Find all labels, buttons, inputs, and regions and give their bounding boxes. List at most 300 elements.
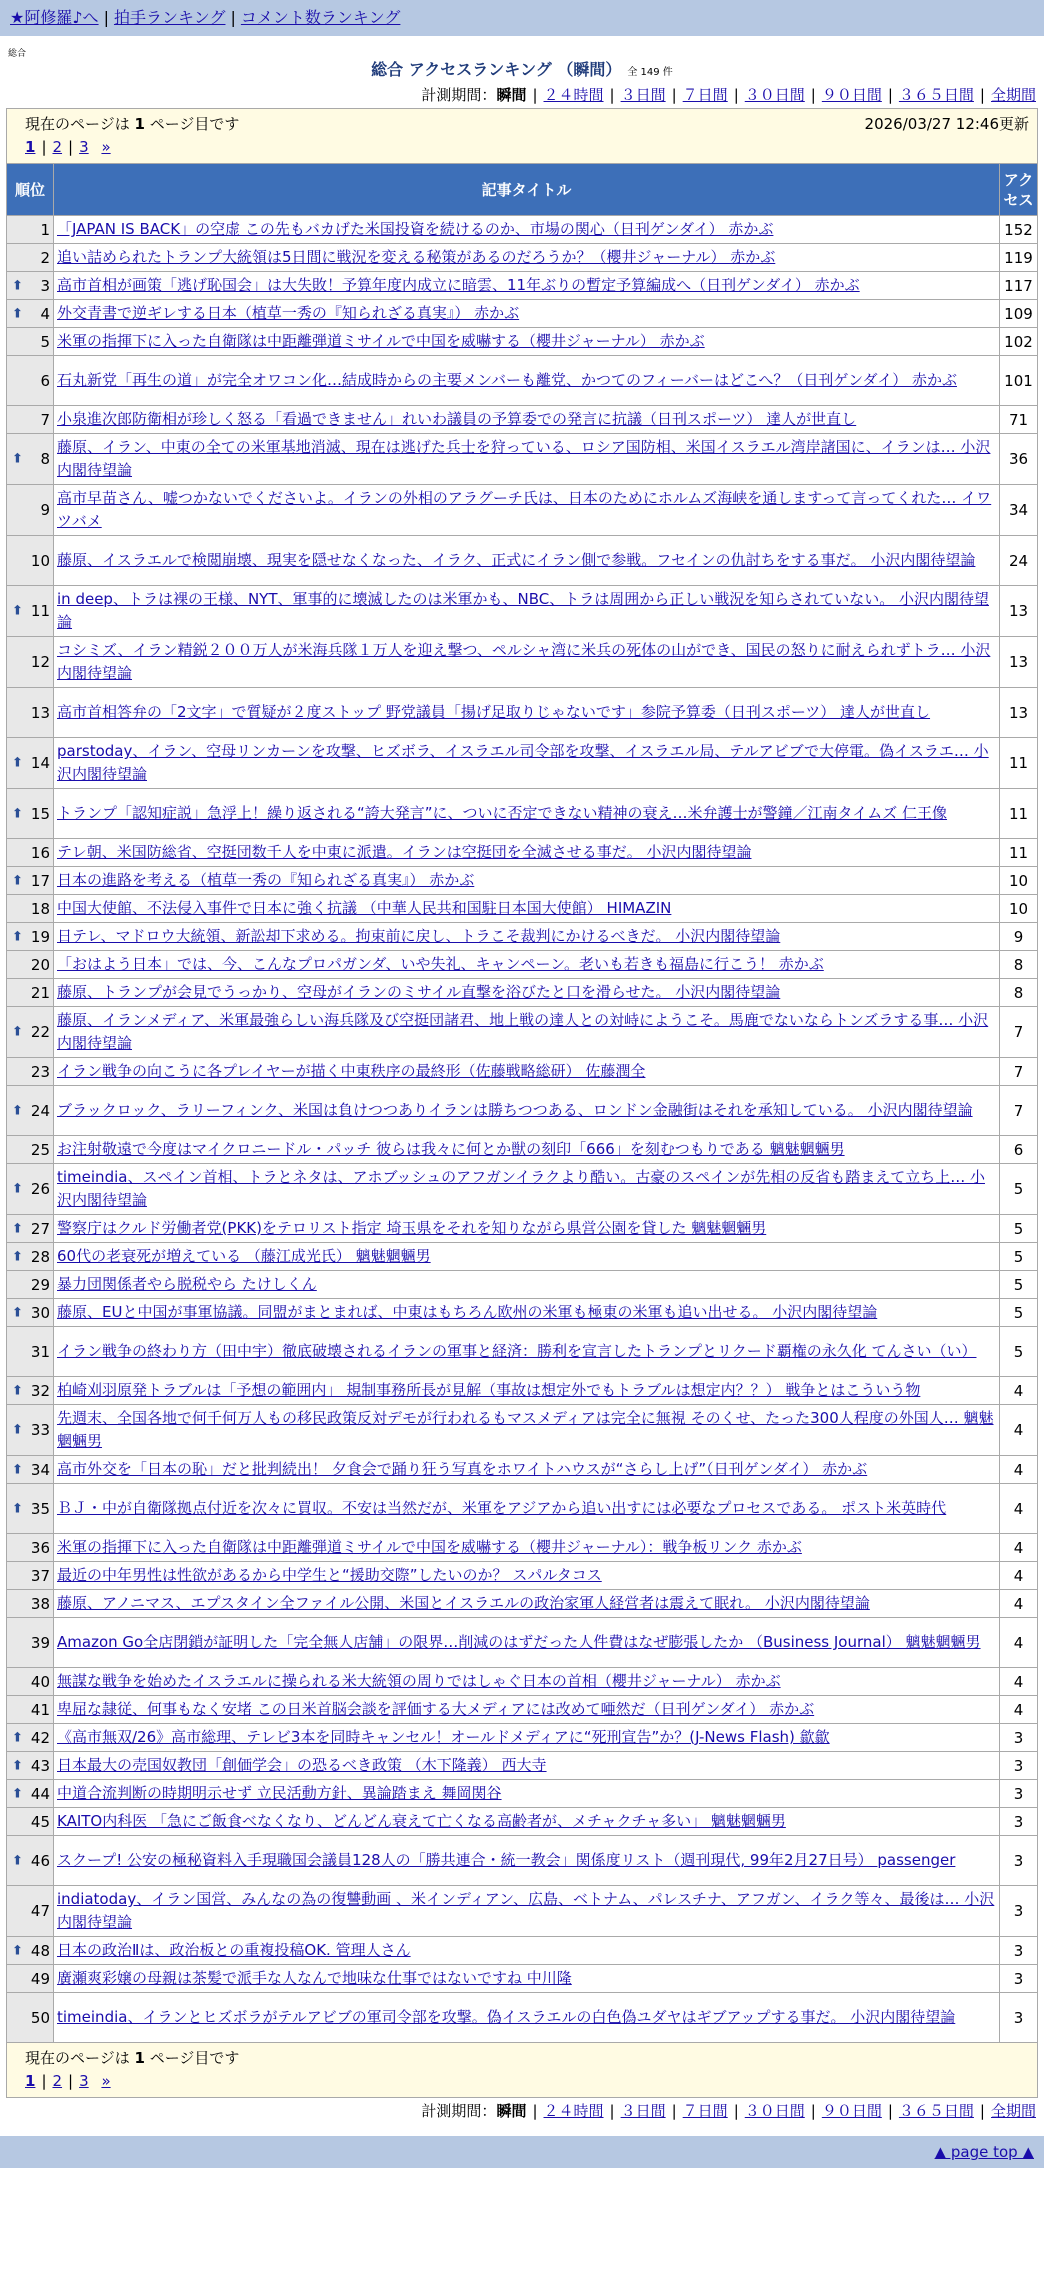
access-count: 5 (999, 1327, 1037, 1377)
rank-number: 14 (30, 754, 50, 772)
access-count: 152 (999, 216, 1037, 244)
rank-number: 47 (30, 1902, 50, 1920)
access-count: 11 (999, 738, 1037, 789)
title-cell (54, 1668, 1000, 1696)
article-link[interactable]: 藤原、イスラエルで検閲崩壊、現実を隠せなくなった、イラク、正式にイラン側で参戦。フセインの仇討ちをする事だ。 小沢内閣待望論 (57, 551, 976, 569)
title-cell (54, 1007, 1000, 1058)
period-link[interactable]: 全期間 (990, 2102, 1036, 2120)
separator: | (41, 2072, 47, 2090)
article-link[interactable]: ＢＪ・中が自衛隊拠点付近を次々に買収。不安は当然だが、米軍をアジアから追い出すには必要なプロセスである。 ポスト米英時代 (57, 1499, 947, 1517)
title-cell (54, 1937, 1000, 1965)
separator: | (103, 8, 109, 27)
rank-cell (7, 1836, 54, 1886)
article-link[interactable]: 「おはよう日本」では、今、こんなプロパガンダ、いや失礼、キャンペーン。老いも若きも福島に行こう！ 赤かぶ (57, 955, 824, 973)
rank-number: 34 (30, 1460, 50, 1479)
separator: | (68, 138, 74, 156)
title-cell (54, 1136, 1000, 1164)
title-cell (54, 1993, 1000, 2043)
access-count: 101 (999, 356, 1037, 406)
table-row (7, 1618, 1038, 1668)
title-cell (54, 1327, 1000, 1377)
table-row (7, 1243, 1038, 1271)
separator: | (532, 2102, 538, 2120)
rank-up-arrow-icon: ⬆ (12, 1103, 23, 1118)
rank-number: 4 (40, 304, 50, 323)
table-row (7, 1965, 1038, 1993)
title-cell (54, 1086, 1000, 1136)
article-link[interactable]: テレ朝、米国防総省、空挺団数千人を中東に派遣。イランは空挺団を全滅させる事だ。 小沢内閣待望論 (57, 843, 752, 861)
article-link[interactable]: 「JAPAN IS BACK」の空虚 この先もバカげた米国投資を続けるのか、市場の関心（日刊ゲンダイ） 赤かぶ (57, 220, 774, 238)
article-link[interactable]: 卑屈な隷従、何事もなく安堵 この日米首脳会談を評価する大メディアには改めて唖然だ（日刊ゲンダイ） 赤かぶ (57, 1700, 815, 1718)
period-link[interactable]: ７日間 (682, 86, 728, 104)
rank-column-header: 順位 (7, 164, 54, 216)
period-link[interactable]: ２４時間 (543, 86, 604, 104)
rank-up-arrow-icon: ⬆ (12, 1786, 23, 1801)
title-cell (54, 895, 1000, 923)
rank-number: 8 (40, 450, 50, 468)
access-count: 117 (999, 272, 1037, 300)
rank-number: 32 (30, 1381, 50, 1400)
access-count: 5 (999, 1299, 1037, 1327)
access-count: 11 (999, 789, 1037, 839)
title-cell (54, 688, 1000, 738)
title-cell (54, 979, 1000, 1007)
pager-link[interactable]: 2 (52, 2072, 63, 2090)
period-current: 瞬間 (496, 2102, 527, 2120)
title-cell (54, 356, 1000, 406)
period-link[interactable]: ３６５日間 (898, 86, 974, 104)
rank-up-arrow-icon: ⬆ (12, 1943, 23, 1958)
rank-cell (7, 1271, 54, 1299)
article-link[interactable]: コシミズ、イラン精鋭２００万人が米海兵隊１万人を迎え撃つ、ペルシャ湾に米兵の死体の山ができ、国民の怒りに耐えられずトラ… 小沢内閣待望論 (57, 641, 991, 682)
rank-number: 3 (40, 276, 50, 295)
rank-cell (7, 1562, 54, 1590)
ranking-table-wrapper (6, 108, 1038, 2098)
article-link[interactable]: 暴力団関係者やら脱税やら たけしくん (57, 1275, 317, 1293)
rank-cell (7, 328, 54, 356)
rank-cell (7, 1299, 54, 1327)
article-link[interactable]: 石丸新党「再生の道」が完全オワコン化…結成時からの主要メンバーも離党、かつてのフィーバーはどこへ？（日刊ゲンダイ） 赤かぶ (57, 371, 957, 389)
period-link[interactable]: ２４時間 (543, 2102, 604, 2120)
page-info-top (7, 109, 1038, 164)
access-count: 119 (999, 244, 1037, 272)
rank-cell (7, 586, 54, 637)
period-label: 計測期間： (421, 86, 497, 104)
access-count: 3 (999, 1808, 1037, 1836)
title-cell (54, 1215, 1000, 1243)
comment-ranking-link[interactable]: コメント数ランキング (240, 8, 401, 27)
pager-current[interactable]: 1 (25, 138, 36, 156)
rank-number: 15 (30, 804, 50, 823)
table-row (7, 979, 1038, 1007)
separator: | (671, 86, 677, 104)
rank-cell (7, 738, 54, 789)
article-link[interactable]: 中国大使館、不法侵入事件で日本に強く抗議 （中華人民共和国駐日本国大使館） HIMAZIN (57, 899, 672, 917)
access-count: 13 (999, 688, 1037, 738)
title-cell (54, 244, 1000, 272)
rank-cell (7, 300, 54, 328)
table-row (7, 923, 1038, 951)
title-cell (54, 1752, 1000, 1780)
category-label: 総合 (8, 49, 27, 59)
separator: | (887, 2102, 893, 2120)
rank-cell (7, 895, 54, 923)
table-row (7, 1484, 1038, 1534)
access-count: 4 (999, 1696, 1037, 1724)
access-count: 10 (999, 895, 1037, 923)
separator: | (887, 86, 893, 104)
rank-cell (7, 1965, 54, 1993)
rank-number: 37 (30, 1566, 50, 1585)
table-row (7, 1215, 1038, 1243)
rank-cell (7, 1993, 54, 2043)
table-row (7, 1299, 1038, 1327)
rank-number: 44 (30, 1784, 50, 1803)
article-link[interactable]: 藤原、イラン、中東の全ての米軍基地消滅、現在は逃げた兵士を狩っている、ロシア国防相、米国イスラエル湾岸諸国に、イランは… 小沢内閣待望論 (57, 438, 991, 479)
rank-up-arrow-icon: ⬆ (12, 1853, 23, 1868)
page-status: 現在のページは 1 ページ目です (25, 115, 240, 133)
rank-cell (7, 1456, 54, 1484)
rank-cell (7, 1590, 54, 1618)
table-row (7, 434, 1038, 485)
period-selector (0, 82, 1044, 108)
article-link[interactable]: 最近の中年男性は性欲があるから中学生と“援助交際”したいのか？ スパルタコス (57, 1566, 602, 1584)
clap-ranking-link[interactable]: 拍手ランキング (113, 8, 226, 27)
article-link[interactable]: 60代の老衰死が増えている （藤江成光氏） 魑魅魍魎男 (57, 1247, 431, 1265)
table-row (7, 300, 1038, 328)
article-link[interactable]: お注射敬遠で今度はマイクロニードル・パッチ 彼らは我々に何とか獣の刻印「666」を刻むつもりである 魑魅魍魎男 (57, 1140, 845, 1158)
table-row (7, 1456, 1038, 1484)
article-link[interactable]: 追い詰められたトランプ大統領は5日間に戦況を変える秘策があるのだろうか？（櫻井ジャーナル） 赤かぶ (57, 248, 776, 266)
access-count: 3 (999, 1993, 1037, 2043)
period-selector-bottom (0, 2098, 1044, 2124)
article-link[interactable]: イラン戦争の向こうに各プレイヤーが描く中東秩序の最終形（佐藤戦略総研） 佐藤潤全 (57, 1062, 646, 1080)
rank-cell (7, 1086, 54, 1136)
rank-number: 29 (30, 1275, 50, 1294)
table-row (7, 1327, 1038, 1377)
separator: | (230, 8, 236, 27)
pager-link[interactable]: 2 (52, 138, 63, 156)
article-link[interactable]: parstoday、イラン、空母リンカーンを攻撃、ヒズボラ、イスラエル司令部を攻撃、イスラエル局、テルアビブで大停電。偽イスラエ… 小沢内閣待望論 (57, 742, 989, 783)
table-row (7, 485, 1038, 536)
access-count: 3 (999, 1780, 1037, 1808)
article-link[interactable]: 外交青書で逆ギレする日本（植草一秀の『知られざる真実』） 赤かぶ (57, 304, 520, 322)
title-cell (54, 300, 1000, 328)
access-count: 3 (999, 1965, 1037, 1993)
access-count: 71 (999, 406, 1037, 434)
rank-number: 17 (30, 871, 50, 890)
rank-up-arrow-icon: ⬆ (12, 1462, 23, 1477)
article-link[interactable]: 先週末、全国各地で何千何万人もの移民政策反対デモが行われるもマスメディアは完全に無視 そのくせ、たった300人程度の外国人… 魑魅魍魎男 (57, 1409, 994, 1450)
table-row (7, 536, 1038, 586)
rank-cell (7, 536, 54, 586)
period-link[interactable]: ３日間 (620, 86, 666, 104)
period-label: 計測期間： (421, 2102, 497, 2120)
table-row (7, 951, 1038, 979)
rank-number: 11 (30, 602, 50, 620)
rank-number: 16 (30, 843, 50, 862)
table-row (7, 1271, 1038, 1299)
separator: | (733, 86, 739, 104)
article-link[interactable]: ブラックロック、ラリーフィンク、米国は負けつつありイランは勝ちつつある、ロンドン金融街はそれを承知している。 小沢内閣待望論 (57, 1101, 973, 1119)
table-row (7, 1937, 1038, 1965)
rank-number: 27 (30, 1219, 50, 1238)
article-link[interactable]: 日本の政治Ⅱは、政治板との重複投稿OK. 管理人さん (57, 1941, 411, 1959)
table-row (7, 1886, 1038, 1937)
title-cell (54, 1534, 1000, 1562)
title-cell (54, 536, 1000, 586)
rank-cell (7, 951, 54, 979)
pager-link[interactable]: 3 (79, 138, 89, 156)
separator: | (671, 2102, 677, 2120)
article-link[interactable]: 警察庁はクルド労働者党(PKK)をテロリスト指定 埼玉県をそれを知りながら県営公園を貸した 魑魅魍魎男 (57, 1219, 767, 1237)
article-link[interactable]: KAITO内科医 「急にご飯食べなくなり、どんどん衰えて亡くなる高齢者が、メチャクチャ多い」 魑魅魍魎男 (57, 1812, 786, 1830)
rank-number: 28 (30, 1247, 50, 1266)
home-link[interactable]: ★阿修羅♪へ (10, 8, 99, 27)
title-column-header: 記事タイトル (54, 164, 1000, 216)
rank-number: 48 (30, 1941, 50, 1960)
access-count: 24 (999, 536, 1037, 586)
rank-number: 5 (40, 332, 50, 351)
article-link[interactable]: indiatoday、イラン国営、みんなの為の復讐動画 、米インディアン、広島、ベトナム、パレスチナ、アフガン、イラク等々、最後は… 小沢内閣待望論 (57, 1890, 995, 1931)
rank-cell (7, 1618, 54, 1668)
table-row (7, 1377, 1038, 1405)
access-count: 5 (999, 1271, 1037, 1299)
rank-cell (7, 923, 54, 951)
rank-cell (7, 1668, 54, 1696)
rank-number: 33 (30, 1421, 50, 1439)
title-cell (54, 951, 1000, 979)
access-count: 7 (999, 1086, 1037, 1136)
page-top-link[interactable]: ▲ page top ▲ (934, 2143, 1034, 2161)
total-count: 全 149 件 (627, 67, 673, 78)
rank-cell (7, 1405, 54, 1456)
rank-cell (7, 979, 54, 1007)
rank-number: 21 (30, 983, 50, 1002)
access-count: 6 (999, 1136, 1037, 1164)
rank-number: 26 (30, 1180, 50, 1198)
separator: | (810, 86, 816, 104)
article-link[interactable]: イラン戦争の終わり方（田中宇）徹底破壊されるイランの軍事と経済：勝利を宣言したトランプとリクード覇権の永久化 てんさい（い） (57, 1342, 977, 1360)
period-link[interactable]: ３０日間 (744, 86, 805, 104)
period-link[interactable]: ３０日間 (744, 2102, 805, 2120)
rank-cell (7, 272, 54, 300)
rank-cell (7, 1534, 54, 1562)
period-link[interactable]: ３日間 (620, 2102, 666, 2120)
rank-up-arrow-icon: ⬆ (12, 929, 23, 944)
period-link[interactable]: ９０日間 (821, 86, 882, 104)
rank-up-arrow-icon: ⬆ (12, 1422, 23, 1438)
rank-number: 20 (30, 955, 50, 974)
title-cell (54, 485, 1000, 536)
article-link[interactable]: 藤原、イランメディア、米軍最強らしい海兵隊及び空挺団諸君、地上戦の達人との対峙にようこそ。馬鹿でないならトンズラする事… 小沢内閣待望論 (57, 1011, 989, 1052)
title-cell (54, 923, 1000, 951)
access-count: 4 (999, 1534, 1037, 1562)
title-cell (54, 1836, 1000, 1886)
rank-cell (7, 1136, 54, 1164)
article-link[interactable]: 高市首相答弁の「2文字」で質疑が２度ストップ 野党議員「揚げ足取りじゃないです」参院予算委（日刊スポーツ） 達人が世直し (57, 703, 931, 721)
rank-number: 43 (30, 1756, 50, 1775)
title-cell (54, 867, 1000, 895)
article-link[interactable]: 《高市無双/26》高市総理、テレビ3本を同時キャンセル！オールドメディアに“死刑宣告”か？(J-News Flash) 歙歙 (57, 1728, 830, 1746)
rank-number: 1 (40, 220, 50, 239)
title-cell (54, 1299, 1000, 1327)
rank-number: 46 (30, 1851, 50, 1870)
table-row (7, 1724, 1038, 1752)
rank-number: 10 (30, 551, 50, 570)
access-count: 34 (999, 485, 1037, 536)
period-link[interactable]: ９０日間 (821, 2102, 882, 2120)
access-count: 109 (999, 300, 1037, 328)
article-link[interactable]: timeindia、イランとヒズボラがテルアビブの軍司令部を攻撃。偽イスラエルの白色偽ユダヤはギブアップする事だ。 小沢内閣待望論 (57, 2008, 956, 2026)
rank-cell (7, 485, 54, 536)
period-link[interactable]: ３６５日間 (898, 2102, 974, 2120)
table-row (7, 586, 1038, 637)
article-link[interactable]: 日テレ、マドロウ大統領、新訟却下求める。拘束前に戻し、トラこそ裁判にかけるべきだ。 小沢内閣待望論 (57, 927, 781, 945)
rank-cell (7, 637, 54, 688)
rank-up-arrow-icon: ⬆ (12, 1730, 23, 1745)
rank-up-arrow-icon: ⬆ (12, 1249, 23, 1264)
rank-cell (7, 356, 54, 406)
rank-cell (7, 1007, 54, 1058)
access-count: 8 (999, 951, 1037, 979)
table-row (7, 1562, 1038, 1590)
rank-number: 39 (30, 1633, 50, 1652)
rank-cell (7, 1164, 54, 1215)
pager-link[interactable]: 3 (79, 2072, 89, 2090)
rank-cell (7, 1780, 54, 1808)
article-link[interactable]: 藤原、EUと中国が事軍協議。同盟がまとまれば、中東はもちろん欧州の米軍も極東の米軍も追い出せる。 小沢内閣待望論 (57, 1303, 878, 1321)
article-link[interactable]: 日本最大の売国奴教団「創価学会」の恐るべき政策 （木下隆義） 西大寺 (57, 1756, 547, 1774)
rank-cell (7, 434, 54, 485)
access-count: 8 (999, 979, 1037, 1007)
period-link[interactable]: 全期間 (990, 86, 1036, 104)
rank-cell (7, 1215, 54, 1243)
access-count: 13 (999, 637, 1037, 688)
title-cell (54, 1886, 1000, 1937)
table-row (7, 272, 1038, 300)
title-cell (54, 1377, 1000, 1405)
access-count: 3 (999, 1752, 1037, 1780)
access-count: 4 (999, 1456, 1037, 1484)
pager-bottom (25, 2069, 1029, 2093)
table-row (7, 406, 1038, 434)
article-link[interactable]: 柏崎刈羽原発トラブルは「予想の範囲内」 規制事務所長が見解（事故は想定外でもトラブルは想定内？？） 戦争とはこういう物 (57, 1381, 921, 1399)
title-cell (54, 1456, 1000, 1484)
table-row (7, 688, 1038, 738)
table-row (7, 1534, 1038, 1562)
separator: | (609, 2102, 615, 2120)
article-link[interactable]: 小泉進次郎防衛相が珍しく怒る「看過できません」れいわ議員の予算委での発言に抗議（日刊スポーツ） 達人が世直し (57, 410, 857, 428)
rank-cell (7, 1752, 54, 1780)
article-link[interactable]: 藤原、アノニマス、エプスタイン全ファイル公開、米国とイスラエルの政治家軍人経営者は震えて眠れ。 小沢内閣待望論 (57, 1594, 870, 1612)
rank-cell (7, 244, 54, 272)
article-link[interactable]: Amazon Go全店閉鎖が証明した「完全無人店舗」の限界…削減のはずだった人件費はなぜ膨張したか （Business Journal） 魑魅魍魎男 (57, 1633, 981, 1651)
rank-number: 49 (30, 1969, 50, 1988)
article-link[interactable]: トランプ「認知症説」急浮上！繰り返される“誇大発言”に、ついに否定できない精神の衰え…米弁護士が警鐘／江南タイムズ 仁王像 (57, 804, 948, 822)
table-row (7, 637, 1038, 688)
top-navigation (0, 0, 1044, 36)
rank-cell (7, 789, 54, 839)
rank-cell (7, 1243, 54, 1271)
article-link[interactable]: 高市外交を「日本の恥」だと批判続出！ 夕食会で踊り狂う写真をホワイトハウスが“さらし上げ”（日刊ゲンダイ） 赤かぶ (57, 1460, 868, 1478)
table-row (7, 1993, 1038, 2043)
separator: | (733, 2102, 739, 2120)
article-link[interactable]: 米軍の指揮下に入った自衛隊は中距離弾道ミサイルで中国を威嚇する（櫻井ジャーナル）：戦争板リンク 赤かぶ (57, 1538, 802, 1556)
table-row (7, 1752, 1038, 1780)
rank-cell (7, 839, 54, 867)
article-link[interactable]: timeindia、スペイン首相、トラとネタは、アホブッシュのアフガンイラクより酷い。古豪のスペインが先相の反省も踏まえて立ち上… 小沢内閣待望論 (57, 1168, 985, 1209)
article-link[interactable]: in deep、トラは裸の王様、NYT、軍事的に壊滅したのは米軍かも、NBC、トラは周囲から正しい戦況を知らされていない。 小沢内閣待望論 (57, 590, 989, 631)
title-cell (54, 738, 1000, 789)
rank-up-arrow-icon: ⬆ (12, 1221, 23, 1236)
table-row (7, 1668, 1038, 1696)
title-cell (54, 1271, 1000, 1299)
period-current: 瞬間 (496, 86, 527, 104)
pager-next[interactable]: » (101, 138, 111, 156)
article-link[interactable]: 中道合流判断の時期明示せず 立民活動方針、異論踏まえ 舞岡関谷 (57, 1784, 502, 1802)
separator: | (41, 138, 47, 156)
article-link[interactable]: 高市首相が画策「逃げ恥国会」は大失敗！予算年度内成立に暗雲、11年ぶりの暫定予算編成へ（日刊ゲンダイ） 赤かぶ (57, 276, 860, 294)
pager-current[interactable]: 1 (25, 2072, 36, 2090)
rank-number: 31 (30, 1342, 50, 1361)
pager-next[interactable]: » (101, 2072, 111, 2090)
title-cell (54, 839, 1000, 867)
table-row (7, 1164, 1038, 1215)
article-link[interactable]: 米軍の指揮下に入った自衛隊は中距離弾道ミサイルで中国を威嚇する（櫻井ジャーナル） 赤かぶ (57, 332, 705, 350)
title-cell (54, 1484, 1000, 1534)
access-count: 4 (999, 1377, 1037, 1405)
title-cell (54, 789, 1000, 839)
table-row (7, 216, 1038, 244)
table-row (7, 1007, 1038, 1058)
rank-up-arrow-icon: ⬆ (12, 1181, 23, 1197)
title-cell (54, 406, 1000, 434)
rank-cell (7, 1058, 54, 1086)
rank-up-arrow-icon: ⬆ (12, 1383, 23, 1398)
rank-number: 12 (30, 653, 50, 671)
access-count: 9 (999, 923, 1037, 951)
page-title (0, 58, 1044, 82)
article-link[interactable]: 廣瀬爽彩嬢の母親は茶髪で派手な人なんで地味な仕事ではないですね 中川隆 (57, 1969, 572, 1987)
title-cell (54, 272, 1000, 300)
table-row (7, 839, 1038, 867)
rank-cell (7, 1724, 54, 1752)
title-cell (54, 328, 1000, 356)
access-count: 7 (999, 1007, 1037, 1058)
access-count: 4 (999, 1405, 1037, 1456)
article-link[interactable]: 無謀な戦争を始めたイスラエルに操られる米大統領の周りではしゃぐ日本の首相（櫻井ジャーナル） 赤かぶ (57, 1672, 781, 1690)
table-row (7, 867, 1038, 895)
footer-bar (0, 2136, 1044, 2168)
table-row (7, 1590, 1038, 1618)
title-cell (54, 1724, 1000, 1752)
rank-cell (7, 1696, 54, 1724)
table-row (7, 1405, 1038, 1456)
article-link[interactable]: スクープ! 公安の極秘資料入手現職国会議員128人の「勝共連合・統一教会」関係度リスト（週刊現代, 99年2月27日号） passenger (57, 1851, 956, 1869)
period-link[interactable]: ７日間 (682, 2102, 728, 2120)
table-row (7, 244, 1038, 272)
table-row (7, 1696, 1038, 1724)
article-link[interactable]: 高市早苗さん、嘘つかないでくださいよ。イランの外相のアラグーチ氏は、日本のためにホルムズ海峡を通しますって言ってくれた… イワツバメ (57, 489, 992, 530)
title-cell (54, 637, 1000, 688)
title-cell (54, 1243, 1000, 1271)
article-link[interactable]: 藤原、トランプが会見でうっかり、空母がイランのミサイル直撃を浴びたと口を滑らせた。 小沢内閣待望論 (57, 983, 781, 1001)
article-link[interactable]: 日本の進路を考える（植草一秀の『知られざる真実』） 赤かぶ (57, 871, 475, 889)
rank-number: 38 (30, 1594, 50, 1613)
title-cell (54, 1405, 1000, 1456)
separator: | (979, 86, 985, 104)
